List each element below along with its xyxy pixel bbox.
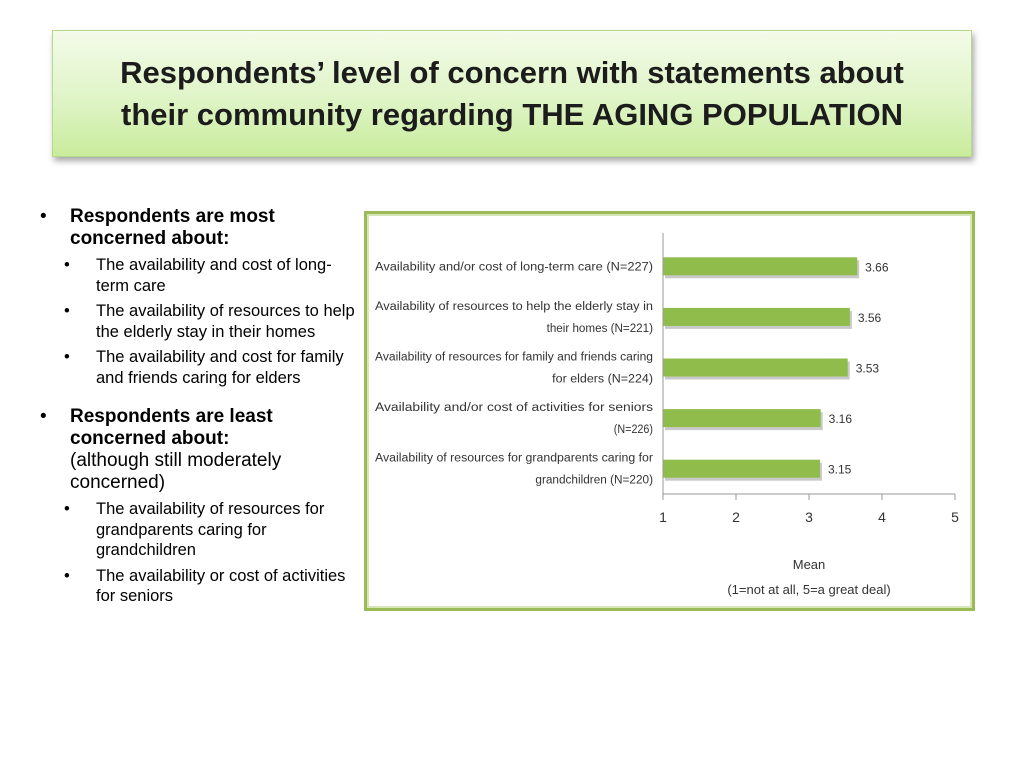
bullet-dot: • <box>64 348 70 366</box>
bullet-dot: • <box>64 500 70 518</box>
sub-bullet-text: The availability of resources for grandparents caring for grandchildren <box>96 500 325 559</box>
bar-chart <box>367 214 972 608</box>
sub-bullet <box>36 301 361 342</box>
bullet-dot: • <box>40 406 47 427</box>
category-label: (N=226) <box>613 424 654 437</box>
bullet-dot: • <box>64 302 70 320</box>
bullet-heading: Respondents are most concerned about: <box>70 206 275 249</box>
category-label: Availability of resources for grandparents caring for <box>375 452 654 465</box>
category-label: Availability and/or cost of activities for seniors <box>375 402 654 415</box>
x-tick-label: 1 <box>659 509 667 525</box>
bar-value-label: 3.15 <box>827 462 852 477</box>
sub-bullet <box>36 566 361 607</box>
sub-bullet-text: The availability of resources to help the elderly stay in their homes <box>96 302 355 341</box>
category-label: for elders (N=224) <box>552 373 654 386</box>
x-tick-label: 2 <box>732 509 740 525</box>
bullet-dot: • <box>64 566 70 585</box>
category-label: Availability of resources to help the elderly stay in <box>375 300 653 313</box>
title-line-1: Respondents’ level of concern with statements about <box>120 54 904 90</box>
bullet-most-concerned <box>36 206 361 250</box>
bullet-heading: Respondents are least concerned about: <box>70 406 273 449</box>
sub-bullet-text: The availability and cost for family and friends caring for elders <box>96 348 344 387</box>
bar-value-label: 3.66 <box>865 260 889 275</box>
x-tick-label: 5 <box>951 509 959 525</box>
category-label: Availability of resources for family and friends caring <box>375 351 653 364</box>
title-line-2: their community regarding THE AGING POPULATION <box>121 96 903 132</box>
sub-bullet <box>36 255 361 296</box>
sub-bullet <box>36 499 361 561</box>
chart-frame <box>364 211 975 611</box>
bar <box>663 359 848 377</box>
x-tick-label: 4 <box>878 509 886 525</box>
bar <box>663 460 820 478</box>
slide-title <box>120 52 904 136</box>
bullet-note: (although still moderately concerned) <box>70 450 282 493</box>
bar <box>663 257 857 275</box>
bullet-dot: • <box>40 206 47 227</box>
sub-bullet <box>36 347 361 388</box>
bar-value-label: 3.56 <box>857 310 882 325</box>
x-tick-label: 3 <box>805 509 813 525</box>
bullet-list <box>36 206 361 607</box>
bar <box>663 308 850 326</box>
title-banner <box>52 30 972 157</box>
x-axis-note: (1=not at all, 5=a great deal) <box>727 582 891 597</box>
bar <box>663 409 821 427</box>
category-label: Availability and/or cost of long-term care (N=227) <box>375 261 654 274</box>
bar-value-label: 3.53 <box>855 361 880 376</box>
category-label: their homes (N=221) <box>546 322 654 335</box>
sub-bullet-text: The availability or cost of activities for seniors <box>96 566 346 605</box>
bullet-least-concerned <box>36 406 361 494</box>
category-label: grandchildren (N=220) <box>535 474 654 487</box>
x-axis-title: Mean <box>792 557 826 572</box>
sub-bullet-text: The availability and cost of long-term care <box>96 256 332 295</box>
bullet-dot: • <box>64 256 70 274</box>
bar-value-label: 3.16 <box>828 412 853 427</box>
